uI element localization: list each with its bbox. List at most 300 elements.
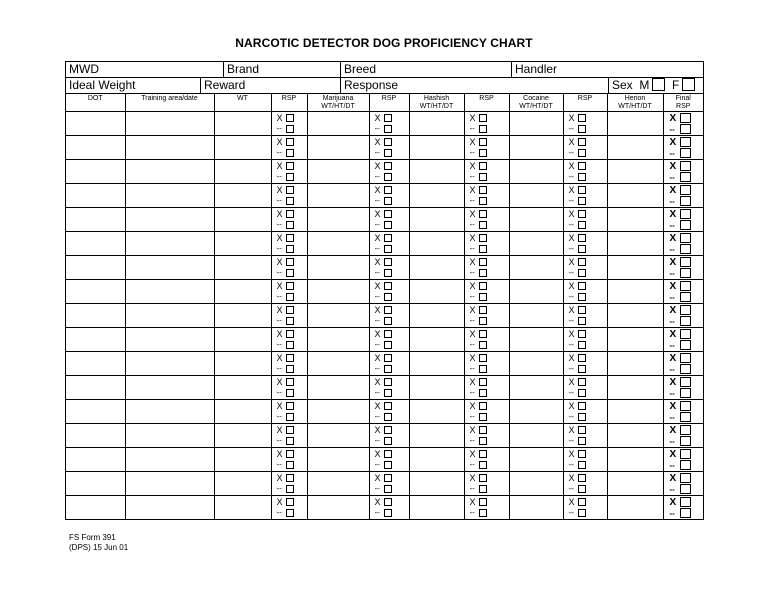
rsp-x-checkbox[interactable] bbox=[286, 378, 294, 386]
rsp-x-checkbox[interactable] bbox=[680, 209, 691, 219]
entry-cell[interactable] bbox=[125, 376, 214, 400]
rsp-x-checkbox[interactable] bbox=[578, 234, 586, 242]
rsp-dash-checkbox[interactable] bbox=[578, 437, 586, 445]
entry-cell[interactable] bbox=[125, 208, 214, 232]
rsp-x-checkbox[interactable] bbox=[578, 138, 586, 146]
entry-cell[interactable] bbox=[509, 400, 563, 424]
rsp-marks bbox=[370, 352, 409, 375]
rsp-dash-checkbox[interactable] bbox=[384, 293, 392, 301]
entry-cell[interactable] bbox=[607, 160, 663, 184]
rsp-x-checkbox[interactable] bbox=[578, 306, 586, 314]
rsp-x-checkbox[interactable] bbox=[286, 498, 294, 506]
entry-cell[interactable] bbox=[409, 328, 464, 352]
entry-cell[interactable] bbox=[214, 352, 271, 376]
entry-cell[interactable] bbox=[307, 304, 369, 328]
entry-cell[interactable] bbox=[607, 328, 663, 352]
entry-cell[interactable] bbox=[607, 472, 663, 496]
entry-cell[interactable] bbox=[214, 304, 271, 328]
rsp-x-checkbox[interactable] bbox=[479, 186, 487, 194]
entry-cell[interactable] bbox=[214, 280, 271, 304]
rsp-dash-checkbox[interactable] bbox=[384, 125, 392, 133]
rsp-x-checkbox[interactable] bbox=[384, 378, 392, 386]
rsp-x-checkbox[interactable] bbox=[286, 138, 294, 146]
rsp-x-checkbox[interactable] bbox=[286, 426, 294, 434]
rsp-dash-checkbox[interactable] bbox=[578, 389, 586, 397]
rsp-x-checkbox[interactable] bbox=[680, 401, 691, 411]
rsp-x-checkbox[interactable] bbox=[578, 330, 586, 338]
rsp-x-checkbox[interactable] bbox=[479, 282, 487, 290]
entry-cell[interactable] bbox=[307, 184, 369, 208]
rsp-x-checkbox[interactable] bbox=[680, 353, 691, 363]
entry-cell[interactable] bbox=[607, 304, 663, 328]
rsp-dash-checkbox[interactable] bbox=[479, 413, 487, 421]
rsp-x-checkbox[interactable] bbox=[578, 162, 586, 170]
rsp-x-checkbox[interactable] bbox=[286, 330, 294, 338]
entry-cell[interactable] bbox=[125, 256, 214, 280]
entry-cell[interactable] bbox=[214, 184, 271, 208]
rsp-dash-checkbox[interactable] bbox=[680, 124, 691, 134]
entry-cell[interactable] bbox=[66, 424, 125, 448]
entry-cell[interactable] bbox=[307, 208, 369, 232]
rsp-x-checkbox[interactable] bbox=[384, 450, 392, 458]
rsp-x-checkbox[interactable] bbox=[578, 402, 586, 410]
rsp-x-checkbox[interactable] bbox=[479, 138, 487, 146]
rsp-dash-checkbox[interactable] bbox=[479, 293, 487, 301]
rsp-x-checkbox[interactable] bbox=[384, 162, 392, 170]
rsp-x-checkbox[interactable] bbox=[286, 114, 294, 122]
ideal-weight-field[interactable] bbox=[66, 78, 200, 93]
entry-cell[interactable] bbox=[409, 424, 464, 448]
rsp-dash-checkbox[interactable] bbox=[384, 461, 392, 469]
rsp-x-checkbox[interactable] bbox=[479, 450, 487, 458]
rsp-dash-checkbox[interactable] bbox=[578, 365, 586, 373]
entry-cell[interactable] bbox=[66, 160, 125, 184]
rsp-x-checkbox[interactable] bbox=[384, 402, 392, 410]
rsp-dash-checkbox[interactable] bbox=[680, 220, 691, 230]
entry-cell[interactable] bbox=[66, 208, 125, 232]
rsp-dash-checkbox[interactable] bbox=[286, 293, 294, 301]
entry-cell[interactable] bbox=[307, 112, 369, 136]
rsp-x-checkbox[interactable] bbox=[578, 258, 586, 266]
rsp-dash-checkbox[interactable] bbox=[384, 341, 392, 349]
rsp-dash-checkbox[interactable] bbox=[578, 173, 586, 181]
entry-cell[interactable] bbox=[607, 496, 663, 520]
rsp-x-checkbox[interactable] bbox=[286, 450, 294, 458]
rsp-x-checkbox[interactable] bbox=[578, 282, 586, 290]
entry-cell[interactable] bbox=[214, 472, 271, 496]
entry-cell[interactable] bbox=[307, 448, 369, 472]
rsp-dash-checkbox[interactable] bbox=[680, 460, 691, 470]
rsp-dash-checkbox[interactable] bbox=[680, 412, 691, 422]
entry-cell[interactable] bbox=[509, 496, 563, 520]
entry-cell[interactable] bbox=[607, 256, 663, 280]
rsp-x-checkbox[interactable] bbox=[384, 426, 392, 434]
rsp-dash-checkbox[interactable] bbox=[479, 461, 487, 469]
entry-cell[interactable] bbox=[125, 352, 214, 376]
rsp-x-checkbox[interactable] bbox=[479, 306, 487, 314]
entry-cell[interactable] bbox=[66, 136, 125, 160]
rsp-dash-checkbox[interactable] bbox=[286, 317, 294, 325]
rsp-x-checkbox[interactable] bbox=[578, 354, 586, 362]
entry-cell[interactable] bbox=[66, 352, 125, 376]
entry-cell[interactable] bbox=[607, 112, 663, 136]
rsp-dash-checkbox[interactable] bbox=[286, 173, 294, 181]
entry-cell[interactable] bbox=[409, 208, 464, 232]
rsp-dash-checkbox[interactable] bbox=[578, 461, 586, 469]
rsp-dash-checkbox[interactable] bbox=[384, 245, 392, 253]
rsp-x-checkbox[interactable] bbox=[479, 330, 487, 338]
rsp-dash-checkbox[interactable] bbox=[680, 484, 691, 494]
entry-cell[interactable] bbox=[66, 376, 125, 400]
rsp-x-checkbox[interactable] bbox=[286, 234, 294, 242]
rsp-x-checkbox[interactable] bbox=[479, 162, 487, 170]
response-field[interactable] bbox=[340, 78, 608, 93]
rsp-dash-checkbox[interactable] bbox=[680, 196, 691, 206]
entry-cell[interactable] bbox=[66, 496, 125, 520]
rsp-dash-label: -- bbox=[568, 508, 574, 517]
rsp-x-checkbox[interactable] bbox=[286, 162, 294, 170]
rsp-dash-checkbox[interactable] bbox=[479, 437, 487, 445]
rsp-dash-checkbox[interactable] bbox=[286, 221, 294, 229]
handler-field[interactable] bbox=[511, 62, 703, 77]
entry-cell[interactable] bbox=[214, 136, 271, 160]
rsp-dash-checkbox[interactable] bbox=[384, 365, 392, 373]
entry-cell[interactable] bbox=[509, 304, 563, 328]
rsp-dash-checkbox[interactable] bbox=[479, 365, 487, 373]
sex-male-checkbox[interactable] bbox=[652, 78, 665, 91]
entry-cell[interactable] bbox=[214, 424, 271, 448]
entry-cell[interactable] bbox=[66, 184, 125, 208]
rsp-dash-checkbox[interactable] bbox=[680, 316, 691, 326]
rsp-dash-checkbox[interactable] bbox=[680, 268, 691, 278]
rsp-dash-checkbox[interactable] bbox=[578, 149, 586, 157]
entry-cell[interactable] bbox=[509, 232, 563, 256]
entry-cell[interactable] bbox=[66, 256, 125, 280]
rsp-x-checkbox[interactable] bbox=[384, 210, 392, 218]
rsp-x-checkbox[interactable] bbox=[479, 354, 487, 362]
rsp-x-checkbox[interactable] bbox=[384, 498, 392, 506]
rsp-x-checkbox[interactable] bbox=[680, 233, 691, 243]
entry-cell[interactable] bbox=[607, 184, 663, 208]
rsp-dash-checkbox[interactable] bbox=[479, 149, 487, 157]
rsp-x-checkbox[interactable] bbox=[384, 330, 392, 338]
rsp-dash-checkbox[interactable] bbox=[578, 485, 586, 493]
rsp-x-checkbox[interactable] bbox=[680, 113, 691, 123]
rsp-dash-checkbox[interactable] bbox=[384, 437, 392, 445]
entry-cell[interactable] bbox=[214, 400, 271, 424]
entry-cell[interactable] bbox=[66, 304, 125, 328]
rsp-x-checkbox[interactable] bbox=[578, 114, 586, 122]
rsp-dash-checkbox[interactable] bbox=[680, 388, 691, 398]
rsp-x-checkbox[interactable] bbox=[479, 234, 487, 242]
rsp-x-checkbox[interactable] bbox=[286, 474, 294, 482]
rsp-x-checkbox[interactable] bbox=[680, 281, 691, 291]
rsp-dash-checkbox[interactable] bbox=[479, 509, 487, 517]
rsp-x-checkbox[interactable] bbox=[384, 234, 392, 242]
entry-cell[interactable] bbox=[409, 184, 464, 208]
sex-female-checkbox[interactable] bbox=[682, 78, 695, 91]
rsp-x-checkbox[interactable] bbox=[286, 306, 294, 314]
rsp-dash-checkbox[interactable] bbox=[578, 317, 586, 325]
rsp-x-checkbox[interactable] bbox=[680, 473, 691, 483]
rsp-x-checkbox[interactable] bbox=[479, 378, 487, 386]
rsp-dash-checkbox[interactable] bbox=[286, 389, 294, 397]
rsp-dash-checkbox[interactable] bbox=[680, 244, 691, 254]
rsp-dash-checkbox[interactable] bbox=[479, 269, 487, 277]
entry-cell[interactable] bbox=[409, 280, 464, 304]
rsp-x-checkbox[interactable] bbox=[479, 114, 487, 122]
entry-cell[interactable] bbox=[409, 472, 464, 496]
rsp-x-checkbox[interactable] bbox=[578, 186, 586, 194]
entry-cell[interactable] bbox=[125, 304, 214, 328]
entry-cell[interactable] bbox=[307, 496, 369, 520]
entry-cell[interactable] bbox=[307, 232, 369, 256]
rsp-x-checkbox[interactable] bbox=[479, 426, 487, 434]
entry-cell[interactable] bbox=[307, 400, 369, 424]
entry-cell[interactable] bbox=[607, 448, 663, 472]
entry-cell[interactable] bbox=[409, 448, 464, 472]
rsp-dash-checkbox[interactable] bbox=[479, 341, 487, 349]
entry-cell[interactable] bbox=[509, 136, 563, 160]
rsp-x-checkbox[interactable] bbox=[578, 498, 586, 506]
entry-cell[interactable] bbox=[307, 424, 369, 448]
rsp-dash-checkbox[interactable] bbox=[384, 485, 392, 493]
entry-cell[interactable] bbox=[214, 376, 271, 400]
rsp-dash-checkbox[interactable] bbox=[286, 245, 294, 253]
rsp-x-checkbox[interactable] bbox=[479, 498, 487, 506]
rsp-x-checkbox[interactable] bbox=[479, 210, 487, 218]
entry-cell[interactable] bbox=[409, 400, 464, 424]
rsp-dash-checkbox[interactable] bbox=[578, 245, 586, 253]
entry-cell[interactable] bbox=[214, 256, 271, 280]
entry-cell[interactable] bbox=[307, 376, 369, 400]
rsp-x-checkbox[interactable] bbox=[680, 161, 691, 171]
rsp-dash-checkbox[interactable] bbox=[479, 245, 487, 253]
entry-cell[interactable] bbox=[125, 496, 214, 520]
entry-cell[interactable] bbox=[607, 232, 663, 256]
rsp-dash-checkbox[interactable] bbox=[384, 221, 392, 229]
entry-cell[interactable] bbox=[409, 352, 464, 376]
entry-cell[interactable] bbox=[607, 280, 663, 304]
rsp-x-checkbox[interactable] bbox=[286, 282, 294, 290]
entry-cell[interactable] bbox=[509, 448, 563, 472]
entry-cell[interactable] bbox=[66, 328, 125, 352]
rsp-dash-checkbox[interactable] bbox=[286, 365, 294, 373]
rsp-x-checkbox[interactable] bbox=[384, 306, 392, 314]
rsp-dash-checkbox[interactable] bbox=[578, 293, 586, 301]
entry-cell[interactable] bbox=[125, 160, 214, 184]
rsp-x-checkbox[interactable] bbox=[384, 186, 392, 194]
entry-cell[interactable] bbox=[509, 112, 563, 136]
rsp-dash-checkbox[interactable] bbox=[578, 413, 586, 421]
rsp-x-checkbox[interactable] bbox=[384, 258, 392, 266]
entry-cell[interactable] bbox=[409, 136, 464, 160]
rsp-x-checkbox[interactable] bbox=[286, 210, 294, 218]
rsp-dash-checkbox[interactable] bbox=[286, 509, 294, 517]
rsp-x-checkbox[interactable] bbox=[680, 329, 691, 339]
rsp-dash-checkbox[interactable] bbox=[479, 173, 487, 181]
entry-cell[interactable] bbox=[509, 184, 563, 208]
brand-field[interactable] bbox=[223, 62, 340, 77]
rsp-dash-checkbox[interactable] bbox=[286, 413, 294, 421]
rsp-x-checkbox[interactable] bbox=[680, 185, 691, 195]
rsp-x-checkbox[interactable] bbox=[479, 402, 487, 410]
entry-cell[interactable] bbox=[307, 472, 369, 496]
entry-cell[interactable] bbox=[607, 376, 663, 400]
rsp-dash-checkbox[interactable] bbox=[578, 269, 586, 277]
breed-field[interactable] bbox=[340, 62, 511, 77]
rsp-dash-checkbox[interactable] bbox=[578, 509, 586, 517]
entry-cell[interactable] bbox=[409, 304, 464, 328]
entry-cell[interactable] bbox=[607, 208, 663, 232]
entry-cell[interactable] bbox=[125, 424, 214, 448]
entry-cell[interactable] bbox=[214, 328, 271, 352]
rsp-x-checkbox[interactable] bbox=[384, 114, 392, 122]
rsp-dash-checkbox[interactable] bbox=[479, 389, 487, 397]
rsp-dash-checkbox[interactable] bbox=[479, 197, 487, 205]
rsp-x-checkbox[interactable] bbox=[286, 354, 294, 362]
entry-cell[interactable] bbox=[409, 112, 464, 136]
entry-cell[interactable] bbox=[214, 448, 271, 472]
rsp-dash-checkbox[interactable] bbox=[384, 317, 392, 325]
rsp-dash-checkbox[interactable] bbox=[479, 221, 487, 229]
rsp-dash-checkbox[interactable] bbox=[286, 437, 294, 445]
entry-cell[interactable] bbox=[125, 232, 214, 256]
entry-cell[interactable] bbox=[66, 448, 125, 472]
rsp-dash-checkbox[interactable] bbox=[680, 148, 691, 158]
rsp-dash-checkbox[interactable] bbox=[384, 389, 392, 397]
entry-cell[interactable] bbox=[409, 160, 464, 184]
rsp-x-checkbox[interactable] bbox=[479, 258, 487, 266]
rsp-dash-checkbox[interactable] bbox=[384, 413, 392, 421]
mwd-field[interactable] bbox=[66, 62, 223, 77]
rsp-dash-checkbox[interactable] bbox=[286, 341, 294, 349]
entry-cell[interactable] bbox=[509, 472, 563, 496]
entry-cell[interactable] bbox=[409, 496, 464, 520]
rsp-x-checkbox[interactable] bbox=[680, 377, 691, 387]
entry-cell[interactable] bbox=[307, 160, 369, 184]
rsp-dash-checkbox[interactable] bbox=[286, 197, 294, 205]
entry-cell[interactable] bbox=[409, 256, 464, 280]
rsp-x-checkbox[interactable] bbox=[578, 378, 586, 386]
rsp-dash-checkbox[interactable] bbox=[680, 364, 691, 374]
rsp-x-checkbox[interactable] bbox=[286, 402, 294, 410]
rsp-x-checkbox[interactable] bbox=[384, 138, 392, 146]
entry-cell[interactable] bbox=[214, 496, 271, 520]
entry-cell[interactable] bbox=[409, 376, 464, 400]
rsp-dash-checkbox[interactable] bbox=[680, 508, 691, 518]
entry-cell[interactable] bbox=[307, 136, 369, 160]
rsp-x-checkbox[interactable] bbox=[384, 474, 392, 482]
rsp-x-checkbox[interactable] bbox=[680, 137, 691, 147]
entry-cell[interactable] bbox=[509, 208, 563, 232]
entry-cell[interactable] bbox=[66, 400, 125, 424]
rsp-dash-checkbox[interactable] bbox=[479, 125, 487, 133]
entry-cell[interactable] bbox=[66, 232, 125, 256]
rsp-dash-checkbox[interactable] bbox=[578, 341, 586, 349]
entry-cell[interactable] bbox=[509, 328, 563, 352]
rsp-x-checkbox[interactable] bbox=[578, 426, 586, 434]
entry-cell[interactable] bbox=[66, 112, 125, 136]
entry-cell[interactable] bbox=[509, 280, 563, 304]
entry-cell[interactable] bbox=[307, 280, 369, 304]
entry-cell[interactable] bbox=[607, 424, 663, 448]
entry-cell[interactable] bbox=[214, 232, 271, 256]
entry-cell[interactable] bbox=[509, 376, 563, 400]
rsp-dash-checkbox[interactable] bbox=[578, 221, 586, 229]
entry-cell[interactable] bbox=[409, 232, 464, 256]
rsp-x-checkbox[interactable] bbox=[680, 497, 691, 507]
entry-cell[interactable] bbox=[307, 352, 369, 376]
rsp-dash-checkbox[interactable] bbox=[286, 461, 294, 469]
rsp-x-checkbox[interactable] bbox=[680, 449, 691, 459]
entry-cell[interactable] bbox=[66, 472, 125, 496]
entry-cell[interactable] bbox=[509, 424, 563, 448]
rsp-x-checkbox[interactable] bbox=[680, 425, 691, 435]
rsp-dash-checkbox[interactable] bbox=[286, 125, 294, 133]
rsp-x-checkbox[interactable] bbox=[578, 210, 586, 218]
entry-cell[interactable] bbox=[125, 400, 214, 424]
entry-cell[interactable] bbox=[214, 160, 271, 184]
entry-cell[interactable] bbox=[607, 400, 663, 424]
rsp-dash-checkbox[interactable] bbox=[680, 436, 691, 446]
rsp-x-checkbox[interactable] bbox=[578, 474, 586, 482]
rsp-dash-checkbox[interactable] bbox=[479, 317, 487, 325]
entry-cell[interactable] bbox=[307, 328, 369, 352]
entry-cell[interactable] bbox=[509, 160, 563, 184]
rsp-x-checkbox[interactable] bbox=[286, 186, 294, 194]
rsp-dash-checkbox[interactable] bbox=[479, 485, 487, 493]
rsp-dash-checkbox[interactable] bbox=[578, 125, 586, 133]
rsp-x-checkbox[interactable] bbox=[384, 354, 392, 362]
entry-cell[interactable] bbox=[125, 328, 214, 352]
rsp-dash-checkbox[interactable] bbox=[680, 340, 691, 350]
rsp-x-checkbox[interactable] bbox=[680, 257, 691, 267]
entry-cell[interactable] bbox=[125, 136, 214, 160]
rsp-dash-checkbox[interactable] bbox=[286, 149, 294, 157]
rsp-x-checkbox[interactable] bbox=[479, 474, 487, 482]
rsp-dash-checkbox[interactable] bbox=[578, 197, 586, 205]
entry-cell[interactable] bbox=[509, 256, 563, 280]
entry-cell[interactable] bbox=[214, 112, 271, 136]
rsp-x-checkbox[interactable] bbox=[384, 282, 392, 290]
rsp-dash-checkbox[interactable] bbox=[384, 197, 392, 205]
rsp-x-checkbox[interactable] bbox=[680, 305, 691, 315]
entry-cell[interactable] bbox=[125, 472, 214, 496]
rsp-dash-checkbox[interactable] bbox=[384, 509, 392, 517]
entry-cell[interactable] bbox=[307, 256, 369, 280]
entry-cell[interactable] bbox=[214, 208, 271, 232]
entry-cell[interactable] bbox=[125, 184, 214, 208]
rsp-dash-checkbox[interactable] bbox=[384, 269, 392, 277]
entry-cell[interactable] bbox=[509, 352, 563, 376]
entry-cell[interactable] bbox=[66, 280, 125, 304]
entry-cell[interactable] bbox=[607, 136, 663, 160]
entry-cell[interactable] bbox=[607, 352, 663, 376]
rsp-dash-checkbox[interactable] bbox=[286, 269, 294, 277]
entry-cell[interactable] bbox=[125, 280, 214, 304]
rsp-dash-checkbox[interactable] bbox=[680, 172, 691, 182]
reward-field[interactable] bbox=[200, 78, 340, 93]
rsp-x-checkbox[interactable] bbox=[286, 258, 294, 266]
rsp-dash-checkbox[interactable] bbox=[384, 173, 392, 181]
rsp-x-checkbox[interactable] bbox=[578, 450, 586, 458]
entry-cell[interactable] bbox=[125, 112, 214, 136]
rsp-dash-checkbox[interactable] bbox=[680, 292, 691, 302]
entry-cell[interactable] bbox=[125, 448, 214, 472]
rsp-dash-checkbox[interactable] bbox=[286, 485, 294, 493]
rsp-dash-checkbox[interactable] bbox=[384, 149, 392, 157]
